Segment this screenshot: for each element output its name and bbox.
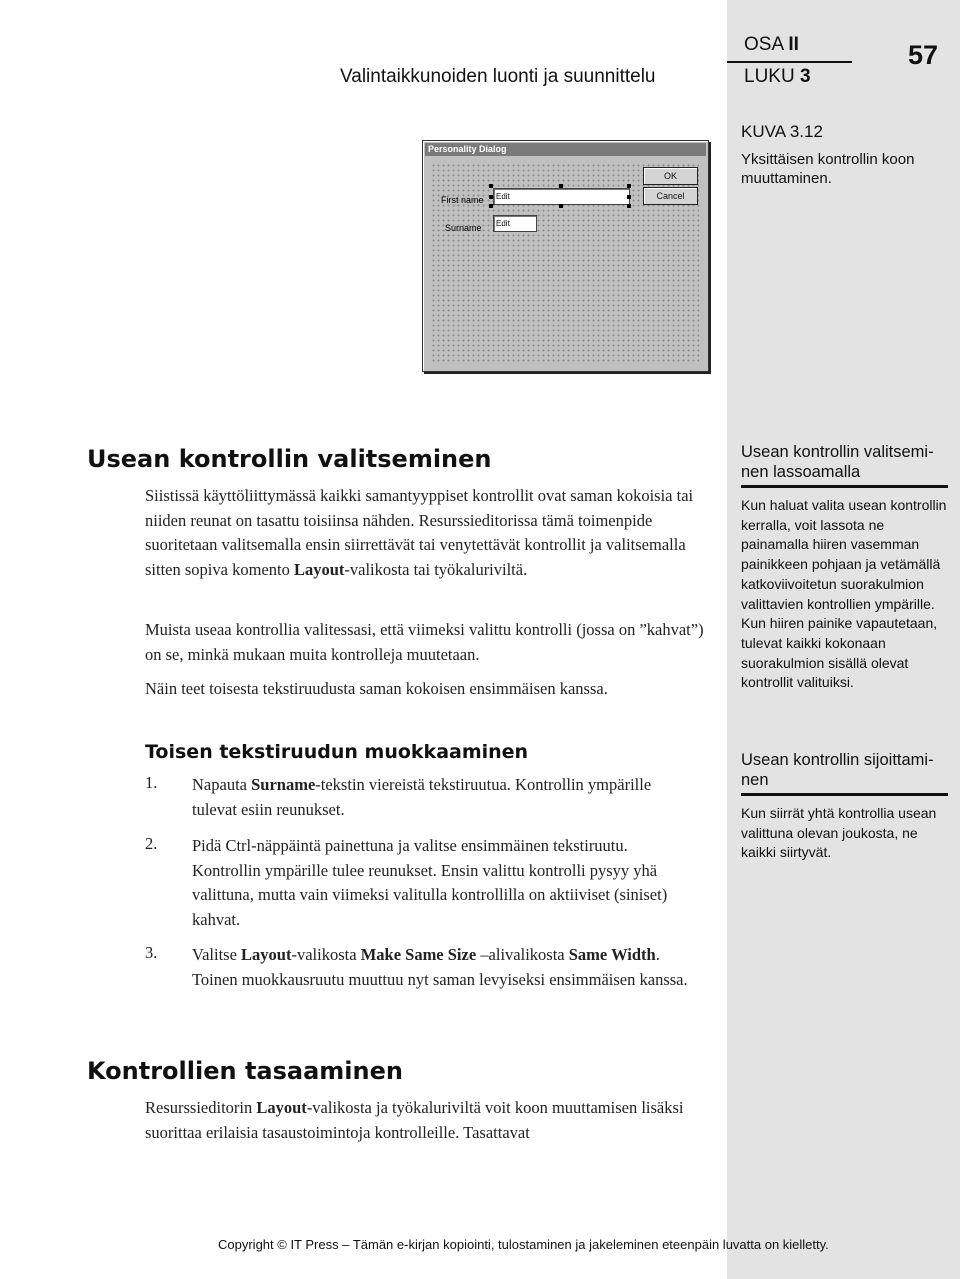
subsection-heading: Toisen tekstiruudun muokkaaminen: [145, 741, 529, 763]
dialog-title-bar: Personality Dialog: [425, 143, 706, 156]
note-body-lasso: Kun haluat valita usean kontrollin kerralla, voit lassota ne painamalla hiiren vasemman painikkeen pohjaan ja vetämällä katkoviivoitetun suorakulmion valittavien kontrollien ympärille. Kun hiiren painike vapautetaan, tulevat kaikki kokonaan suorakulmion sisällä olevat kontrollit valituiksi.: [741, 497, 947, 691]
list-number: 1.: [145, 773, 158, 792]
note-divider: [741, 485, 948, 488]
resize-handle[interactable]: [627, 204, 631, 208]
dialog-grid-area: [431, 163, 699, 363]
paragraph: Näin teet toisesta tekstiruudusta saman kokoisen ensimmäisen kanssa.: [145, 679, 608, 698]
list-number: 2.: [145, 834, 158, 853]
header-divider: [727, 61, 852, 63]
resize-handle[interactable]: [627, 184, 631, 188]
resize-handle[interactable]: [627, 195, 631, 199]
page-number: 57: [908, 40, 939, 70]
resize-handle[interactable]: [489, 204, 493, 208]
first-name-label: First name: [441, 195, 484, 205]
note-divider: [741, 793, 948, 796]
surname-edit[interactable]: Edit: [493, 215, 537, 232]
list-item: Pidä Ctrl-näppäintä painettuna ja valitse ensimmäinen tekstiruutu. Kontrollin ympärille tulee reunukset. Ensin valittu kontrolli pysyy yhä valittuna, mutta vain viimeksi valitulla kontrollilla on aktiiviset (siniset) kahvat.: [192, 836, 668, 929]
resize-handle[interactable]: [559, 204, 563, 208]
figure-label: KUVA 3.12: [741, 122, 823, 141]
ok-button[interactable]: OK: [643, 167, 698, 185]
note-title-lasso: Usean kontrollin valitseminen lassoamalla: [741, 443, 934, 481]
paragraph: Muista useaa kontrollia valitessasi, että viimeksi valittu kontrolli (jossa on ”kahvat”) on se, minkä mukaan muita kontrolleja muutetaan.: [145, 620, 704, 664]
paragraph: Siistissä käyttöliittymässä kaikki samantyyppiset kontrollit ovat saman kokoisia tai niiden reunat on tasattu toisiinsa nähden. Resurssieditorissa tämä toimenpide suoritetaan valitsemalla ensin siirrettävät tai venytettävät kontrollit ja valitsemalla sitten sopiva komento Layout-valikosta tai työkaluriviltä.: [145, 486, 694, 579]
part-indicator: OSA II: [744, 34, 799, 55]
copyright-footer: Copyright © IT Press – Tämän e-kirjan kopiointi, tulostaminen ja jakeleminen eteenpäin luvatta on kielletty.: [218, 1237, 829, 1252]
first-name-edit[interactable]: Edit: [493, 188, 630, 205]
list-item: Valitse Layout-valikosta Make Same Size –alivalikosta Same Width. Toinen muokkausruutu muuttuu nyt saman levyiseksi ensimmäisen kanssa.: [192, 945, 688, 989]
personality-dialog-screenshot: [422, 140, 709, 372]
resize-handle[interactable]: [489, 184, 493, 188]
note-title-placement: Usean kontrollin sijoittaminen: [741, 751, 934, 789]
resize-handle[interactable]: [559, 184, 563, 188]
note-body-placement: Kun siirrät yhtä kontrollia usean valittuna olevan joukosta, ne kaikki siirtyvät.: [741, 805, 937, 861]
resize-handle[interactable]: [489, 195, 493, 199]
cancel-button[interactable]: Cancel: [643, 187, 698, 205]
surname-label: Surname: [445, 223, 482, 233]
figure-caption: Yksittäisen kontrollin koon muuttaminen.: [741, 151, 915, 187]
list-item: Napauta Surname-tekstin viereistä tekstiruutua. Kontrollin ympärille tulevat esiin reunukset.: [192, 775, 652, 819]
paragraph: Resurssieditorin Layout-valikosta ja työkaluriviltä voit koon muuttamisen lisäksi suorittaa erilaisia tasaustoimintoja kontrolleille. Tasattavat: [145, 1098, 684, 1142]
section-heading-alignment: Kontrollien tasaaminen: [87, 1057, 403, 1085]
section-heading-multi-select: Usean kontrollin valitseminen: [87, 445, 492, 473]
running-header-title: Valintaikkunoiden luonti ja suunnittelu: [340, 66, 656, 87]
list-number: 3.: [145, 943, 158, 962]
chapter-indicator: LUKU 3: [744, 66, 811, 87]
